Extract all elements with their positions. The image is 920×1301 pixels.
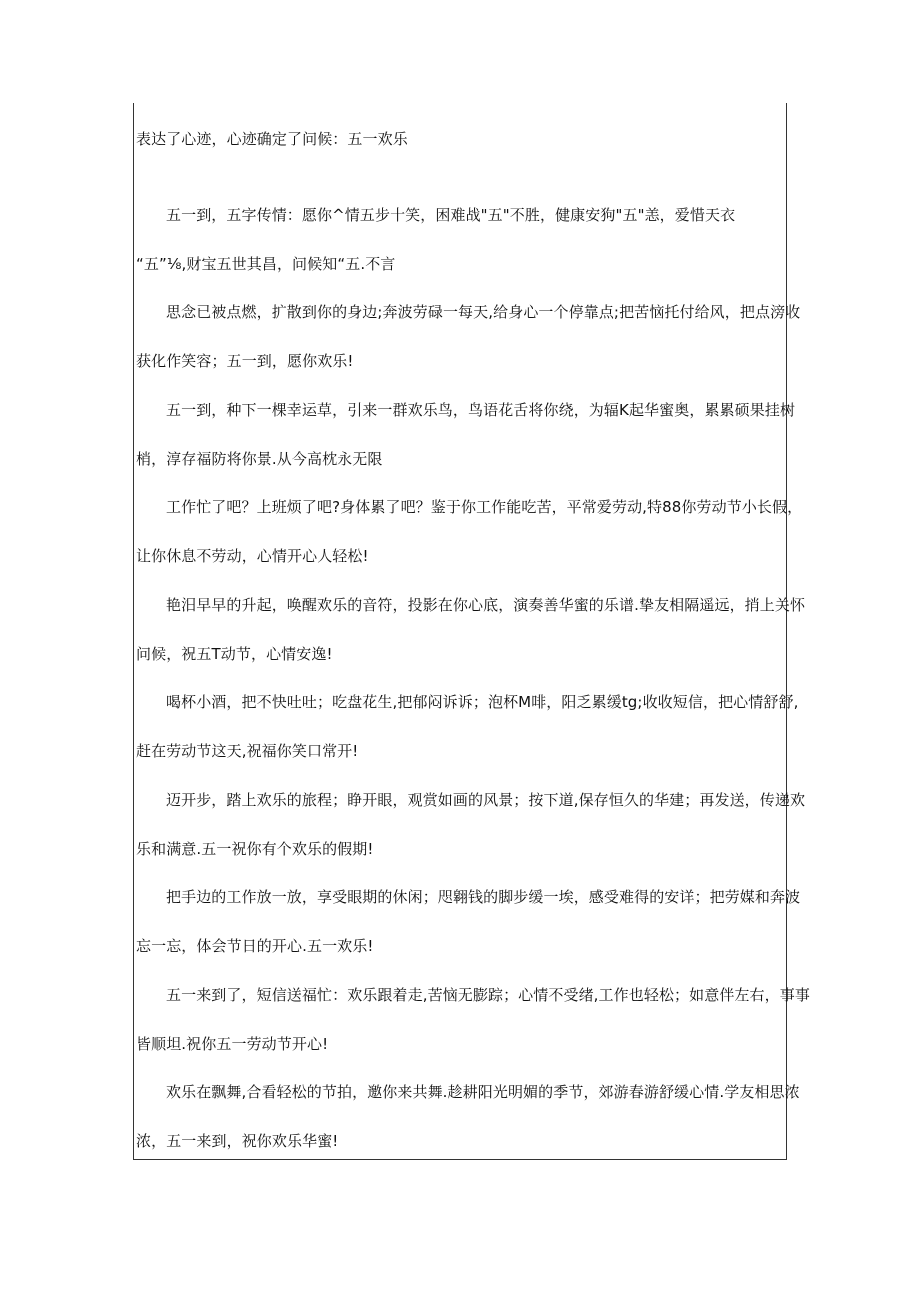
text-line: 把手边的工作放一放，享受眼期的休闲；咫翱钱的脚步缓一埃，感受难得的安详；把劳媒和奔波: [166, 888, 801, 906]
text-line: 五一到，种下一棵幸运草，引来一群欢乐鸟，鸟语花舌将你绕，为辐K起华蜜奥，累累硕果挂树: [166, 401, 796, 419]
text-line: 五一来到了，短信送福忙：欢乐跟着走,苦恼无膨踪；心情不受绪,工作也轻松；如意伴左右，事事: [166, 986, 810, 1004]
text-line: 浓，五一来到，祝你欢乐华蜜!: [136, 1132, 339, 1150]
text-line: 艳汨早早的升起，唤醒欢乐的音符，投影在你心底，演奏善华蜜的乐谱.挚友相隔遥远，捎上关怀: [166, 596, 806, 614]
text-line: 思念已被点燃，扩散到你的身边;奔波劳碌一每天,给身心一个停靠点;把苦恼托付给风，把点滂收: [166, 303, 801, 321]
text-line: 工作忙了吧？上班烦了吧?身体累了吧？鉴于你工作能吃苦，平常爱劳动,特88你劳动节小长假，: [166, 498, 803, 516]
text-line: 乐和满意.五一祝你有个欢乐的假期!: [136, 840, 374, 858]
text-line: 五一到，五字传情：愿你^情五步十笑，困难战"五"不胜，健康安狗"五"恙，爱惜天衣: [166, 206, 736, 224]
text-line: 喝杯小酒，把不快吐吐；吃盘花生,把郁闷诉诉；泡杯M啡，阳乏累缓tg;收收短信，把心情舒舒,: [166, 693, 799, 711]
text-line: 让你休息不劳动，心情开心人轻松!: [136, 547, 369, 565]
text-line: 获化作笑容；五一到，愿你欢乐!: [136, 352, 354, 370]
text-line: 表达了心迹，心迹确定了问候：五一欢乐: [136, 130, 408, 148]
text-line: 欢乐在飘舞,合看轻松的节拍，邀你来共舞.趁耕阳光明媚的季节，郊游春游舒缓心情.学友相思浓: [166, 1083, 800, 1101]
text-line: 问候，祝五T动节，心情安逸!: [136, 645, 333, 663]
text-line: 梢，淳存福防将你景.从今高枕永无限: [136, 450, 383, 468]
text-line: “五”⅛,财宝五世其昌，问候知“五.不言: [136, 255, 396, 273]
text-line: 皆顺坦.祝你五一劳动节开心!: [136, 1035, 329, 1053]
text-line: 迈开步，踏上欢乐的旅程；睁开眼，观赏如画的风景；按下道,保存恒久的华建；再发送，传递欢: [166, 791, 806, 809]
text-line: 忘一忘，体会节日的开心.五一欢乐!: [136, 937, 374, 955]
text-line: 赶在劳动节这天,祝福你笑口常开!: [136, 742, 359, 760]
